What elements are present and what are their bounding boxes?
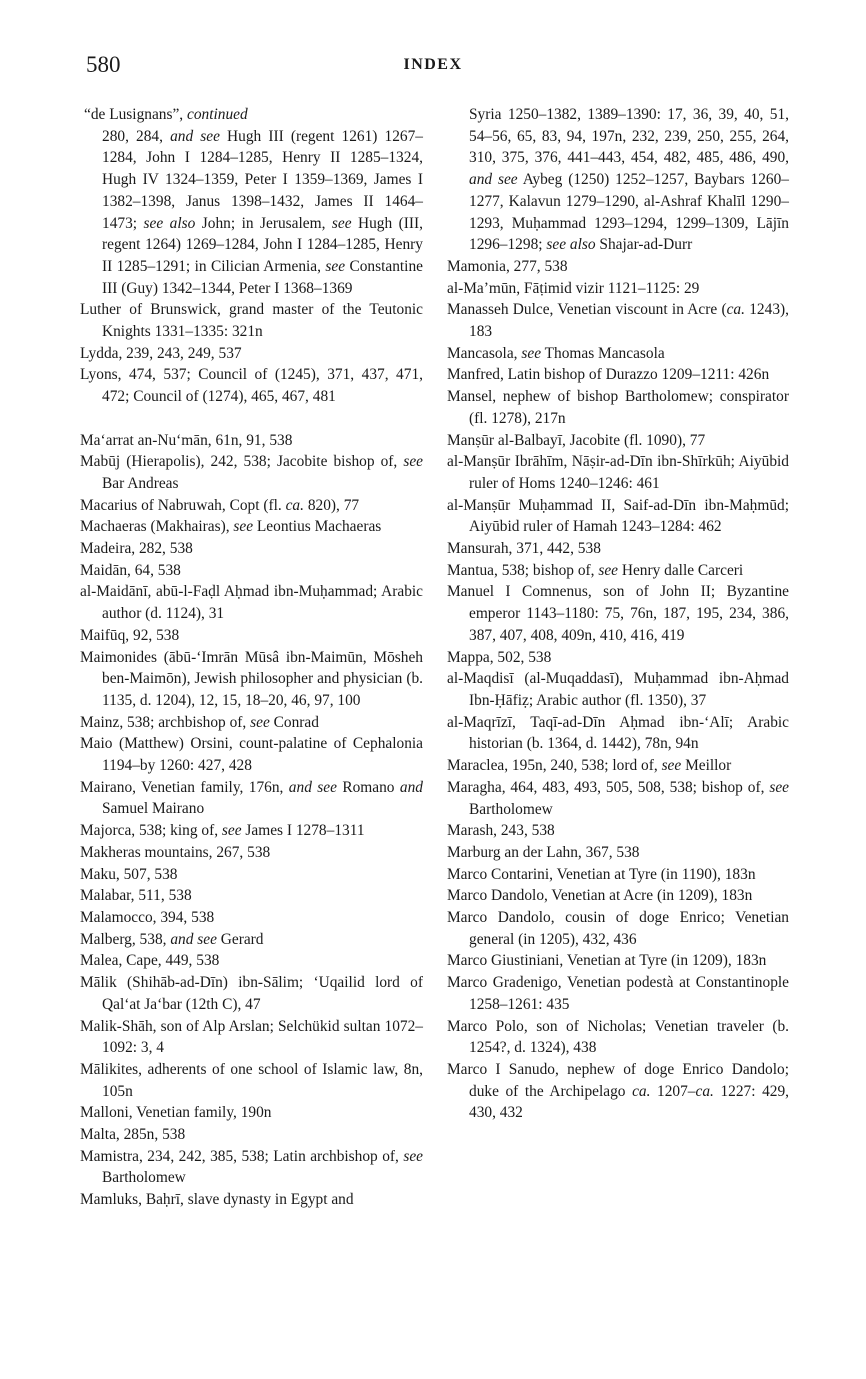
index-entry: Malloni, Venetian family, 190n: [80, 1104, 272, 1122]
index-entry: Maragha, 464, 483, 493, 505, 508, 538; bishop of, see Bartholomew: [447, 778, 789, 818]
index-entry: Mansurah, 371, 442, 538: [447, 540, 601, 558]
index-entry: Marco Polo, son of Nicholas; Venetian traveler (b. 1254?, d. 1324), 438: [447, 1017, 789, 1057]
index-column-left: [80, 104, 423, 1211]
running-head: INDEX: [403, 56, 463, 73]
index-entry: Malabar, 511, 538: [80, 887, 192, 905]
index-entry: Ma‘arrat an-Nu‘mān, 61n, 91, 538: [80, 431, 293, 449]
index-entry-continuation: 280, 284, and see Hugh III (regent 1261) 1267–1284, John I 1284–1285, Henry II 1285–1324, Hugh IV 1324–1359, Peter I 1359–1369, James I 1382–1398, Janus 1398–1432, James II 1464–1473; see also John; in Jerusalem, see Hugh (III, regent 1264) 1269–1284, John I 1284–1285, Henry II 1285–1291; in Cilician Armenia, see Constantine III (Guy) 1342–1344, Peter I 1368–1369: [102, 127, 424, 297]
index-entry: Mairano, Venetian family, 176n, and see Romano and Samuel Mairano: [80, 778, 423, 818]
index-entry: Mamluks, Baḥrī, slave dynasty in Egypt and: [80, 1191, 354, 1209]
index-entry: Lydda, 239, 243, 249, 537: [80, 344, 242, 362]
index-entry: Malta, 285n, 538: [80, 1126, 186, 1144]
index-entry: Marco Contarini, Venetian at Tyre (in 1190), 183n: [447, 865, 756, 883]
index-entry: al-Maidānī, abū-l-Faḍl Aḥmad ibn-Muḥammad; Arabic author (d. 1124), 31: [80, 583, 423, 623]
index-entry: Makheras mountains, 267, 538: [80, 843, 271, 861]
index-entry: Lyons, 474, 537; Council of (1245), 371, 437, 471, 472; Council of (1274), 465, 467, 481: [80, 366, 423, 406]
index-entry: Marco Giustiniani, Venetian at Tyre (in 1209), 183n: [447, 952, 767, 970]
index-entry: Malberg, 538, and see Gerard: [80, 930, 264, 948]
index-entry: Maimonides (ābū-‘Imrān Mūsâ ibn-Maimūn, Mōsheh ben-Maimōn), Jewish philosopher and physician (b. 1135, d. 1204), 12, 15, 18–20, 46, 97, 100: [80, 648, 423, 709]
index-entry: Maidān, 64, 538: [80, 561, 181, 579]
index-entry: Manṣūr al-Balbayī, Jacobite (fl. 1090), 77: [447, 431, 706, 449]
index-entry: Mamistra, 234, 242, 385, 538; Latin archbishop of, see Bartholomew: [80, 1147, 423, 1187]
index-entry: Luther of Brunswick, grand master of the Teutonic Knights 1331–1335: 321n: [80, 301, 423, 341]
index-entry: Mappa, 502, 538: [447, 648, 552, 666]
index-entry: al-Manṣūr Ibrāhīm, Nāṣir-ad-Dīn ibn-Shīrkūh; Aiyūbid ruler of Homs 1240–1246: 461: [447, 453, 789, 492]
index-entry: Marco I Sanudo, nephew of doge Enrico Dandolo; duke of the Archipelago ca. 1207–ca. 1227: 429, 430, 432: [447, 1060, 790, 1122]
page-number: 580: [86, 52, 121, 77]
index-entry: al-Manṣūr Muḥammad II, Saif-ad-Dīn ibn-Maḥmūd; Aiyūbid ruler of Hamah 1243–1284: 462: [447, 496, 789, 536]
index-entry: Mamonia, 277, 538: [447, 257, 568, 275]
index-entry: Maifūq, 92, 538: [80, 626, 180, 644]
index-entry: Manasseh Dulce, Venetian viscount in Acre (ca. 1243), 183: [447, 301, 789, 341]
index-entry: Mabūj (Hierapolis), 242, 538; Jacobite bishop of, see Bar Andreas: [80, 453, 423, 492]
index-entry: Machaeras (Makhairas), see Leontius Machaeras: [80, 518, 382, 536]
index-entry: Marash, 243, 538: [447, 822, 555, 840]
index-column-right: [447, 104, 789, 1124]
index-entry-continuation: “de Lusignans”, continued: [84, 106, 248, 123]
index-entry: Manuel I Comnenus, son of John II; Byzantine emperor 1143–1180: 75, 76n, 187, 195, 234, 386, 387, 407, 408, 409n, 410, 416, 419: [447, 583, 789, 644]
index-entry: Manfred, Latin bishop of Durazzo 1209–1211: 426n: [447, 366, 770, 384]
index-entry: Maraclea, 195n, 240, 538; lord of, see Meillor: [447, 757, 732, 775]
index-entry: Maio (Matthew) Orsini, count-palatine of Cephalonia 1194–by 1260: 427, 428: [80, 735, 423, 775]
index-entry: al-Maqrīzī, Taqī-ad-Dīn Aḥmad ibn-‘Alī; Arabic historian (b. 1364, d. 1442), 78n, 94n: [447, 713, 789, 753]
index-entry: Malik-Shāh, son of Alp Arslan; Selchükid sultan 1072–1092: 3, 4: [80, 1017, 423, 1057]
index-entry: Majorca, 538; king of, see James I 1278–1311: [80, 822, 365, 840]
index-entry: Marco Dandolo, Venetian at Acre (in 1209), 183n: [447, 887, 753, 905]
entry-gap: [80, 408, 423, 430]
index-entry: Mantua, 538; bishop of, see Henry dalle Carceri: [447, 561, 744, 579]
index-entry: Maku, 507, 538: [80, 865, 178, 883]
index-entry-continuation: Syria 1250–1382, 1389–1390: 17, 36, 39, 40, 51, 54–56, 65, 83, 94, 197n, 232, 239, 250, 255, 264, 310, 375, 376, 441–443, 454, 482, 485, 486, 490, and see Aybeg (1250) 1252–1257, Baybars 1260–1277, Kalavun 1279–1290, al-Ashraf Khalīl 1290–1293, Muḥammad 1293–1294, 1299–1309, Lājīn 1296–1298; see also Shajar-ad-Durr: [469, 106, 789, 254]
index-entry: Mansel, nephew of bishop Bartholomew; conspirator (fl. 1278), 217n: [447, 388, 789, 427]
index-entry: Marco Gradenigo, Venetian podestà at Constantinople 1258–1261: 435: [447, 974, 789, 1013]
index-entry: al-Ma’mūn, Fāṭimid vizir 1121–1125: 29: [447, 279, 700, 297]
index-entry: Malea, Cape, 449, 538: [80, 952, 220, 970]
index-entry: Mancasola, see Thomas Mancasola: [447, 344, 665, 362]
index-entry: Mainz, 538; archbishop of, see Conrad: [80, 713, 319, 731]
index-entry: Marco Dandolo, cousin of doge Enrico; Venetian general (in 1205), 432, 436: [447, 909, 789, 948]
index-entry: Mālik (Shihāb-ad-Dīn) ibn-Sālim; ‘Uqailid lord of Qal‘at Ja‘bar (12th C), 47: [80, 974, 423, 1013]
index-entry: Marburg an der Lahn, 367, 538: [447, 843, 640, 861]
index-entry: Mālikites, adherents of one school of Islamic law, 8n, 105n: [80, 1060, 423, 1100]
index-entry: al-Maqdisī (al-Muqaddasī), Muḥammad ibn-Aḥmad Ibn-Ḥāfiẓ; Arabic author (fl. 1350), 37: [447, 670, 789, 709]
index-entry: Macarius of Nabruwah, Copt (fl. ca. 820), 77: [80, 496, 360, 514]
index-entry: Malamocco, 394, 538: [80, 909, 215, 926]
index-entry: Madeira, 282, 538: [80, 540, 193, 558]
